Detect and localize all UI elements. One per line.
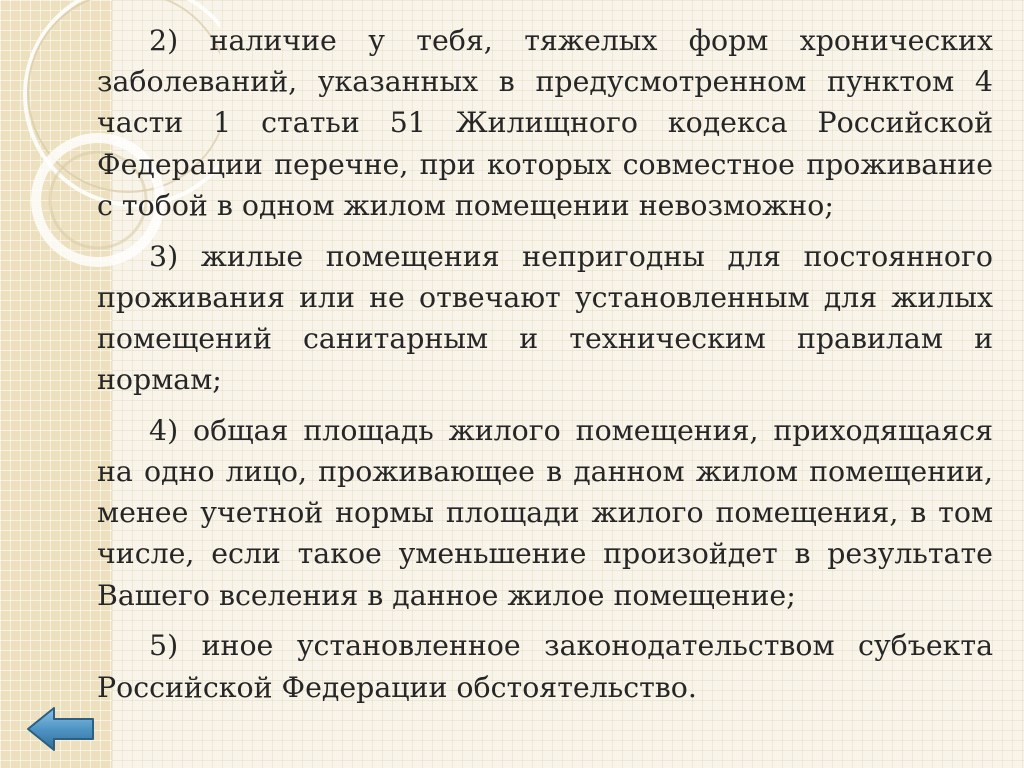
paragraph-item-4: 4) общая площадь жилого помещения, приходящаяся на одно лицо, проживающее в данном жилом помещении, менее учетной нормы площади жилого помещения, в том числе, если такое уменьшение произойдет в результате Вашего вселения в данное жилое помещение; [97, 413, 993, 612]
paragraph-item-3: 3) жилые помещения непригодны для постоянного проживания или не отвечают установленным для жилых помещений санитарным и техническим правилам и нормам; [97, 239, 993, 397]
back-button[interactable] [26, 705, 96, 753]
paragraph-item-2: 2) наличие у тебя, тяжелых форм хронических заболеваний, указанных в предусмотренном пунктом 4 части 1 статьи 51 Жилищного кодекса Российской Федерации перечне, при которых совместное проживание с тобой в одном жилом помещении невозможно; [97, 24, 993, 222]
arrow-left-icon [26, 705, 96, 753]
paragraph-item-5: 5) иное установленное законодательством субъекта Российской Федерации обстоятельство. [97, 629, 993, 704]
slide-body-text [97, 20, 993, 708]
